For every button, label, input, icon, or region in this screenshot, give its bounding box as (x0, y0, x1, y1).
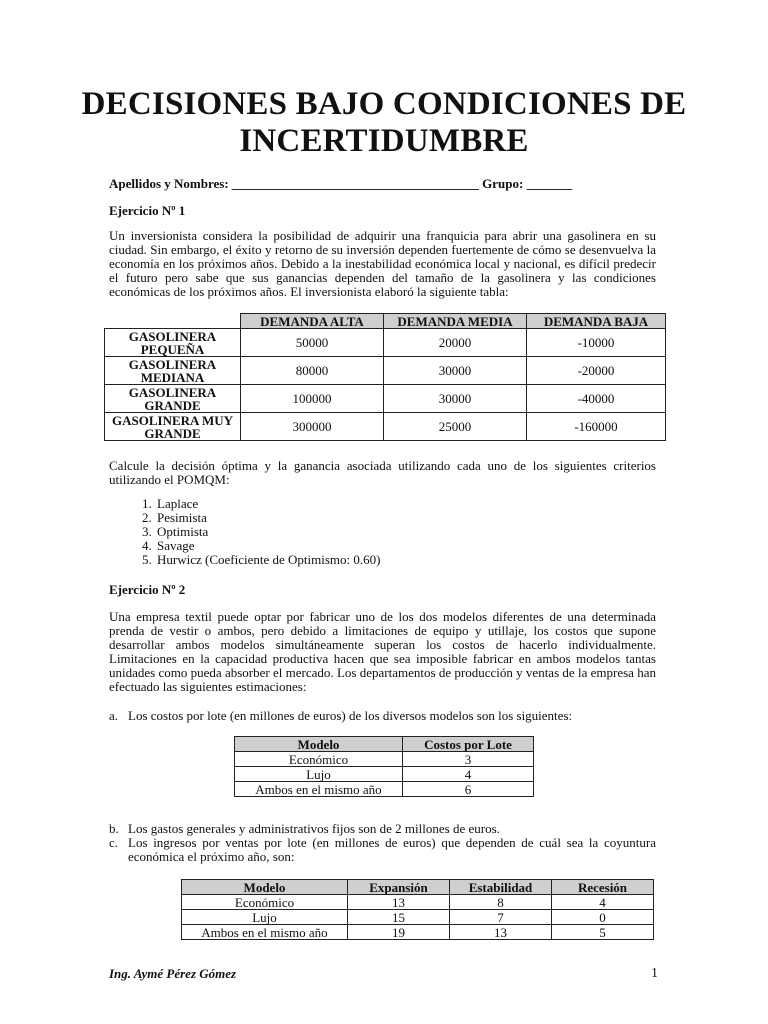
column-header: Costos por Lote (403, 737, 534, 752)
student-info-line: Apellidos y Nombres: ______________________________________ Grupo: _______ (109, 176, 573, 191)
table-cell: Ambos en el mismo año (235, 782, 403, 797)
cost-per-lot-table (234, 736, 534, 797)
table-cell: 0 (552, 910, 654, 925)
table-cell: Ambos en el mismo año (182, 925, 348, 940)
table-cell: 7 (450, 910, 552, 925)
table-cell: 50000 (241, 329, 384, 357)
table-header-row (235, 737, 534, 752)
table-cell: -160000 (527, 413, 666, 441)
table-row (235, 782, 534, 797)
table-cell: 300000 (241, 413, 384, 441)
table-cell: 30000 (384, 357, 527, 385)
column-header: Estabilidad (450, 880, 552, 895)
table-header-row (105, 314, 666, 329)
row-header: GASOLINERA PEQUEÑA (105, 329, 241, 357)
exercise-1-heading: Ejercicio Nº 1 (109, 203, 186, 218)
gas-station-payoff-table (104, 313, 666, 441)
table-cell: Económico (182, 895, 348, 910)
list-item: 4. Savage (155, 539, 380, 553)
item-text: Los gastos generales y administrativos fijos son de 2 millones de euros. (128, 821, 500, 836)
list-item: 5. Hurwicz (Coeficiente de Optimismo: 0.60) (155, 553, 380, 567)
table-row (235, 767, 534, 782)
column-header: Expansión (348, 880, 450, 895)
item-text: Los costos por lote (en millones de euros) de los diversos modelos son los siguientes: (128, 708, 573, 723)
item-a (109, 709, 656, 723)
item-label: c. (109, 835, 119, 850)
list-item: 2. Pesimista (155, 511, 380, 525)
table-cell: Lujo (235, 767, 403, 782)
table-row (105, 413, 666, 441)
page-number: 1 (651, 966, 658, 981)
table-cell: 4 (552, 895, 654, 910)
table-row (182, 895, 654, 910)
item-text: Los ingresos por ventas por lote (en millones de euros) que dependen de cuál sea la coyuntura económica el próximo año, son: (128, 835, 656, 864)
exercise-1-paragraph: Un inversionista considera la posibilidad de adquirir una franquicia para abrir una gasolinera en su ciudad. Sin embargo, el éxito y retorno de su inversión dependen fuertemente de cómo se desenvuelva la economía en los próximos años. Debido a la inestabilidad económica local y nacional, es difícil predecir el futuro pero sabe que sus ganancias dependen del tamaño de la gasolinera y las condiciones económicas de los próximos años. El inversionista elaboró la siguiente tabla: (109, 228, 656, 299)
item-c (109, 836, 656, 864)
table-cell: 6 (403, 782, 534, 797)
table-cell: 80000 (241, 357, 384, 385)
column-header: Recesión (552, 880, 654, 895)
item-b (109, 822, 656, 836)
table-cell: 13 (450, 925, 552, 940)
criteria-list (109, 497, 380, 567)
row-header: GASOLINERA MEDIANA (105, 357, 241, 385)
list-item: 3. Optimista (155, 525, 380, 539)
column-header: Modelo (235, 737, 403, 752)
footer-author: Ing. Aymé Pérez Gómez (109, 966, 237, 981)
row-header: GASOLINERA MUY GRANDE (105, 413, 241, 441)
table-row (105, 329, 666, 357)
table-cell: 20000 (384, 329, 527, 357)
table-cell: 13 (348, 895, 450, 910)
table-cell: 19 (348, 925, 450, 940)
item-label: b. (109, 821, 119, 836)
exercise-2-heading: Ejercicio Nº 2 (109, 582, 186, 597)
exercise-2-paragraph: Una empresa textil puede optar por fabricar uno de los dos modelos diferentes de una determinada prenda de vestir o ambos, pero debido a limitaciones de equipo y utillaje, los costos que supone desarrollar ambos modelos simultáneamente superan los costos de hacerlo individualmente. Limitaciones en la capacidad productiva hacen que sea imposible fabricar en ambos modelos tantas unidades como pueda absorber el mercado. Los departamentos de producción y ventas de la empresa han efectuado las siguientes estimaciones: (109, 609, 656, 694)
table-cell: -10000 (527, 329, 666, 357)
table-cell: Económico (235, 752, 403, 767)
table-cell: 15 (348, 910, 450, 925)
table-row (182, 910, 654, 925)
table-cell: 3 (403, 752, 534, 767)
list-item: 1. Laplace (155, 497, 380, 511)
table-corner-cell (105, 314, 241, 329)
table-cell: Lujo (182, 910, 348, 925)
table-cell: -40000 (527, 385, 666, 413)
row-header: GASOLINERA GRANDE (105, 385, 241, 413)
table-cell: 25000 (384, 413, 527, 441)
table-cell: 8 (450, 895, 552, 910)
table-cell: -20000 (527, 357, 666, 385)
column-header: DEMANDA MEDIA (384, 314, 527, 329)
table-row (235, 752, 534, 767)
column-header: Modelo (182, 880, 348, 895)
table-cell: 100000 (241, 385, 384, 413)
table-row (105, 385, 666, 413)
table-cell: 4 (403, 767, 534, 782)
sales-income-table (181, 879, 654, 940)
column-header: DEMANDA BAJA (527, 314, 666, 329)
column-header: DEMANDA ALTA (241, 314, 384, 329)
table-header-row (182, 880, 654, 895)
table-cell: 30000 (384, 385, 527, 413)
item-label: a. (109, 708, 119, 723)
table-row (182, 925, 654, 940)
table-cell: 5 (552, 925, 654, 940)
exercise-1-instruction: Calcule la decisión óptima y la ganancia asociada utilizando cada uno de los siguientes criterios utilizando el POMQM: (109, 458, 656, 487)
page-title: DECISIONES BAJO CONDICIONES DE INCERTIDUMBRE (81, 86, 687, 159)
table-row (105, 357, 666, 385)
